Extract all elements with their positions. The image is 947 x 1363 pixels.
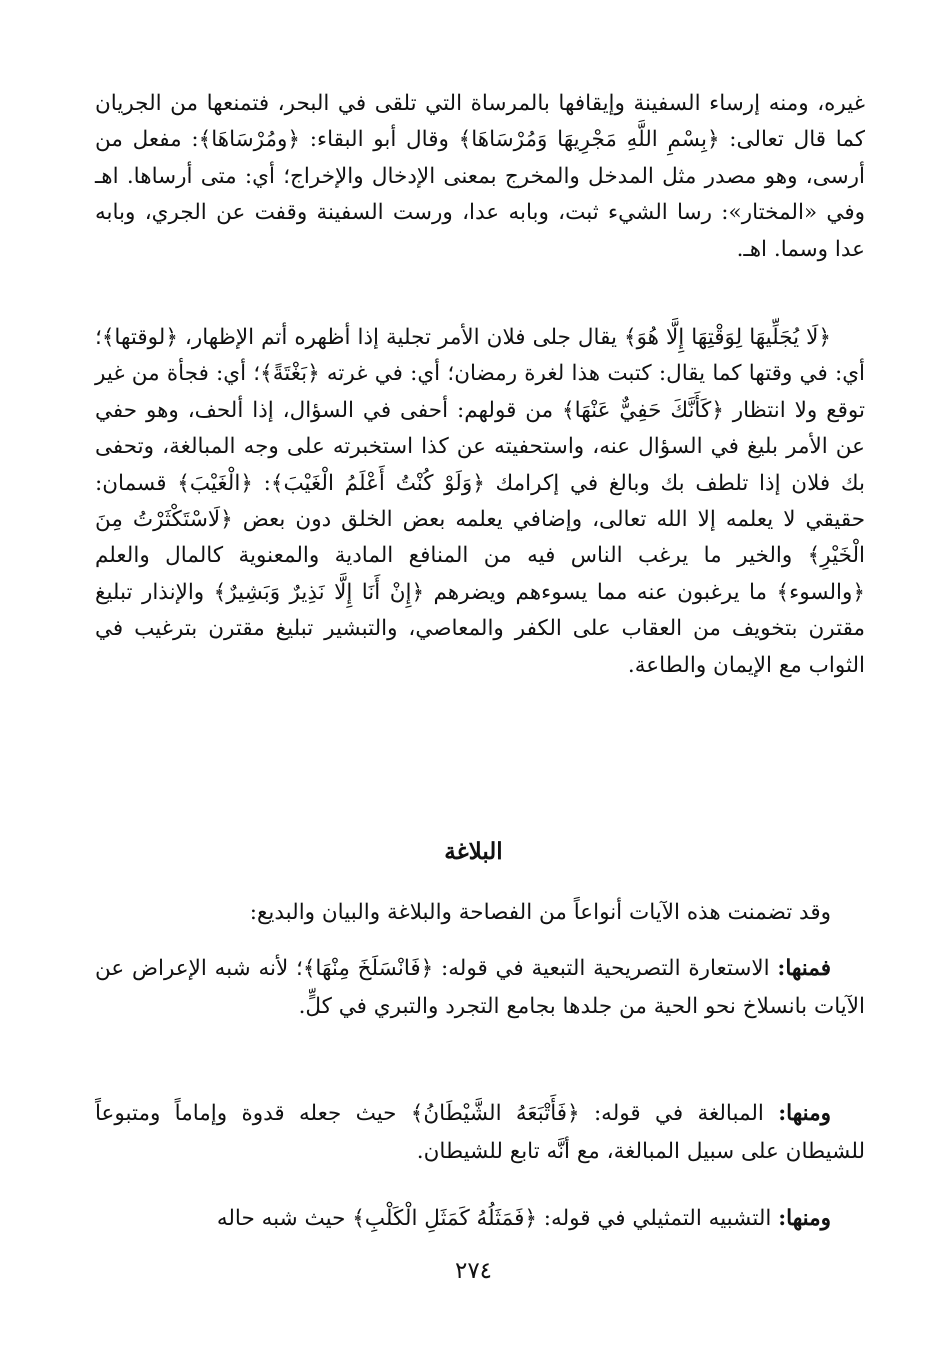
item-1-lead: فمنها: [777, 956, 831, 981]
item-2-lead: ومنها: [778, 1101, 831, 1126]
intro-paragraph: وقد تضمنت هذه الآيات أنواعاً من الفصاحة والبلاغة والبيان والبديع: [249, 900, 831, 925]
section-heading: البلاغة [444, 838, 503, 865]
item-3-text: التشبيه التمثيلي في قوله: ﴿فَمَثَلُهُ كَمَثَلِ الْكَلْبِ﴾ حيث شبه حاله [216, 1206, 779, 1231]
item-3-lead: ومنها: [778, 1206, 831, 1231]
page-number: ٢٧٤ [454, 1258, 493, 1284]
rhetoric-item-2 [95, 1095, 865, 1171]
rhetoric-item-1 [95, 950, 865, 1026]
item-1-text: الاستعارة التصريحية التبعية في قوله: ﴿فَانْسَلَخَ مِنْهَا﴾؛ لأنه شبه الإعراض عن الآيات بانسلاخ نحو الحية من جلدها بجامع التجرد والتبري في كلٍّ. [95, 956, 865, 1019]
rhetoric-item-3 [95, 1200, 865, 1238]
paragraph-2: ﴿لَا يُجَلِّيهَا لِوَقْتِهَا إِلَّا هُوَ﴾ يقال جلى فلان الأمر تجلية إذا أظهره أتم الإظهار، ﴿لوقتها﴾؛ أي: في وقتها كما يقال: كتبت هذا لغرة رمضان؛ أي: في غرته ﴿بَغْتَةً﴾؛ أي: فجأة من غير توقع ولا انتظار ﴿كَأَنَّكَ حَفِيٌّ عَنْهَا﴾ من قولهم: أحفى في السؤال، إذا ألحف، وهو حفي عن الأمر بليغ في السؤال عنه، واستحفيته عن كذا استخبرته على وجه المبالغة، وتحفى بك فلان إذا تلطف بك وبالغ في إكرامك ﴿وَلَوْ كُنْتُ أَعْلَمُ الْغَيْبَ﴾: ﴿الْغَيْبَ﴾ قسمان: حقيقي لا يعلمه إلا الله تعالى، وإضافي يعلمه بعض الخلق دون بعض ﴿لَاسْتَكْثَرْتُ مِنَ الْخَيْرِ﴾ والخير ما يرغب الناس فيه من المنافع المادية والمعنوية كالمال والعلم ﴿والسوء﴾ ما يرغبون عنه مما يسوءهم ويضرهم ﴿إِنْ أَنَا إِلَّا نَذِيرٌ وَبَشِيرٌ﴾ والإنذار تبليغ مقترن بتخويف من العقاب على الكفر والمعاصي، والتبشير تبليغ مقترن بترغيب في الثواب مع الإيمان والطاعة. [95, 325, 865, 678]
item-2-text: المبالغة في قوله: ﴿فَأَتْبَعَهُ الشَّيْطَانُ﴾ حيث جعله قدوة وإماماً ومتبوعاً للشيطان على سبيل المبالغة، مع أنَّه تابع للشيطان. [95, 1101, 865, 1164]
paragraph-1: غيره، ومنه إرساء السفينة وإيقافها بالمرساة التي تلقى في البحر، فتمنعها من الجريان كما قال تعالى: ﴿بِسْمِ اللَّهِ مَجْرِيهَا وَمُرْسَاهَا﴾ وقال أبو البقاء: ﴿ومُرْسَاهَا﴾: مفعل من أرسى، وهو مصدر مثل المدخل والمخرج بمعنى الإدخال والإخراج؛ أي: متى أرساها. اهـ وفي «المختار»: رسا الشيء ثبت، وبابه عدا، ورست السفينة وقفت عن الجري، وبابه عدا وسما. اهـ. [95, 91, 865, 262]
